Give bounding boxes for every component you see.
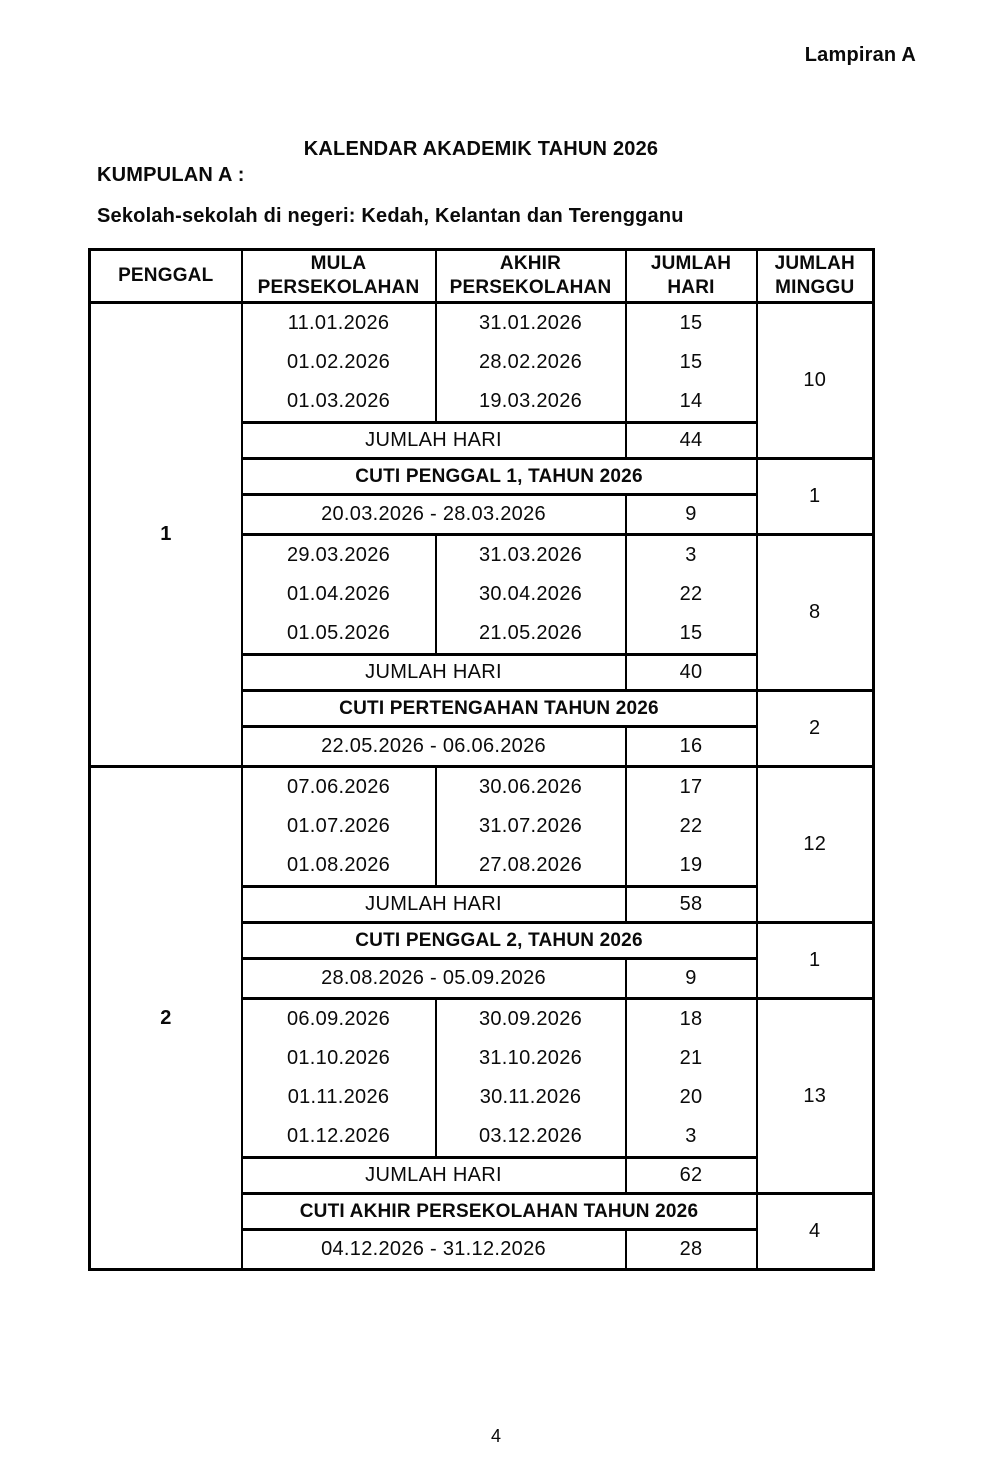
jumlah-minggu-cell: 12 — [757, 767, 874, 923]
akhir-date: 30.06.2026 — [478, 776, 583, 798]
akhir-date: 28.02.2026 — [478, 351, 583, 373]
jumlah-hari-total: 44 — [626, 423, 757, 459]
page-number: 4 — [490, 1426, 501, 1446]
mula-date: 06.09.2026 — [286, 1008, 391, 1030]
jumlah-minggu-cell: 1 — [757, 923, 874, 999]
jumlah-hari-label: JUMLAH HARI — [242, 887, 626, 923]
hari-value: 19 — [679, 854, 703, 876]
mula-date: 01.11.2026 — [287, 1086, 390, 1108]
corner-label: Lampiran A — [804, 44, 916, 66]
cuti-title: CUTI AKHIR PERSEKOLAHAN TAHUN 2026 — [242, 1194, 757, 1230]
hari-value: 3 — [685, 544, 697, 566]
jumlah-minggu-cell: 2 — [757, 691, 874, 767]
akhir-dates-cell — [436, 999, 626, 1158]
penggal-label: 1 — [90, 303, 242, 767]
school-dates-row — [90, 303, 874, 423]
cuti-title: CUTI PERTENGAHAN TAHUN 2026 — [242, 691, 757, 727]
hari-values-cell — [626, 303, 757, 423]
akhir-date: 31.07.2026 — [478, 815, 583, 837]
jumlah-hari-total: 58 — [626, 887, 757, 923]
jumlah-hari-label: JUMLAH HARI — [242, 655, 626, 691]
mula-date: 01.12.2026 — [286, 1125, 391, 1147]
group-label: KUMPULAN A : — [97, 164, 245, 186]
akhir-date: 31.10.2026 — [478, 1047, 583, 1069]
akhir-date: 21.05.2026 — [478, 622, 583, 644]
akhir-date: 19.03.2026 — [478, 390, 583, 412]
mula-date: 01.08.2026 — [286, 854, 391, 876]
cuti-days: 9 — [626, 495, 757, 535]
hari-values-cell — [626, 535, 757, 655]
jumlah-minggu-cell: 4 — [757, 1194, 874, 1270]
hari-values-cell — [626, 767, 757, 887]
mula-dates-cell — [242, 767, 436, 887]
jumlah-hari-label: JUMLAH HARI — [242, 423, 626, 459]
hari-value: 14 — [679, 390, 703, 412]
mula-date: 01.10.2026 — [286, 1047, 391, 1069]
jumlah-hari-label: JUMLAH HARI — [242, 1158, 626, 1194]
hari-value: 15 — [679, 312, 703, 334]
table-body — [90, 303, 874, 1270]
hari-value: 22 — [679, 583, 703, 605]
cuti-date-range: 22.05.2026 - 06.06.2026 — [242, 727, 626, 767]
cuti-title: CUTI PENGGAL 2, TAHUN 2026 — [242, 923, 757, 959]
mula-date: 29.03.2026 — [286, 544, 391, 566]
mula-dates-cell — [242, 999, 436, 1158]
hari-value: 15 — [679, 351, 703, 373]
akhir-date: 30.04.2026 — [478, 583, 583, 605]
column-header: MULA PERSEKOLAHAN — [242, 250, 436, 303]
hari-values-cell — [626, 999, 757, 1158]
akhir-date: 30.11.2026 — [479, 1086, 582, 1108]
mula-dates-cell — [242, 535, 436, 655]
cuti-days: 28 — [626, 1230, 757, 1270]
mula-date: 01.04.2026 — [286, 583, 391, 605]
hari-value: 21 — [679, 1047, 703, 1069]
hari-value: 3 — [685, 1125, 697, 1147]
akhir-dates-cell — [436, 303, 626, 423]
header-row — [90, 250, 874, 303]
jumlah-minggu-cell: 8 — [757, 535, 874, 691]
mula-date: 01.03.2026 — [286, 390, 391, 412]
column-header: PENGGAL — [90, 250, 242, 303]
subtitle: Sekolah-sekolah di negeri: Kedah, Kelantan dan Terengganu — [97, 205, 684, 227]
hari-value: 20 — [679, 1086, 703, 1108]
jumlah-minggu-cell: 13 — [757, 999, 874, 1194]
column-header: JUMLAH MINGGU — [757, 250, 874, 303]
jumlah-hari-total: 62 — [626, 1158, 757, 1194]
mula-dates-cell — [242, 303, 436, 423]
school-dates-row — [90, 767, 874, 887]
mula-date: 01.07.2026 — [286, 815, 391, 837]
cuti-date-range: 28.08.2026 - 05.09.2026 — [242, 959, 626, 999]
cuti-date-range: 20.03.2026 - 28.03.2026 — [242, 495, 626, 535]
calendar-table — [88, 248, 875, 1271]
cuti-days: 9 — [626, 959, 757, 999]
akhir-date: 27.08.2026 — [478, 854, 583, 876]
akhir-date: 30.09.2026 — [478, 1008, 583, 1030]
cuti-title: CUTI PENGGAL 1, TAHUN 2026 — [242, 459, 757, 495]
mula-date: 07.06.2026 — [286, 776, 391, 798]
cuti-days: 16 — [626, 727, 757, 767]
akhir-date: 31.01.2026 — [478, 312, 583, 334]
page-title: KALENDAR AKADEMIK TAHUN 2026 — [303, 138, 659, 160]
column-header: AKHIR PERSEKOLAHAN — [436, 250, 626, 303]
column-header: JUMLAH HARI — [626, 250, 757, 303]
akhir-date: 31.03.2026 — [478, 544, 583, 566]
mula-date: 01.02.2026 — [286, 351, 391, 373]
akhir-dates-cell — [436, 535, 626, 655]
hari-value: 22 — [679, 815, 703, 837]
cuti-date-range: 04.12.2026 - 31.12.2026 — [242, 1230, 626, 1270]
mula-date: 01.05.2026 — [286, 622, 391, 644]
hari-value: 18 — [679, 1008, 703, 1030]
akhir-dates-cell — [436, 767, 626, 887]
hari-value: 15 — [679, 622, 703, 644]
jumlah-minggu-cell: 1 — [757, 459, 874, 535]
penggal-label: 2 — [90, 767, 242, 1270]
jumlah-minggu-cell: 10 — [757, 303, 874, 459]
hari-value: 17 — [679, 776, 703, 798]
jumlah-hari-total: 40 — [626, 655, 757, 691]
table-head — [90, 250, 874, 303]
mula-date: 11.01.2026 — [287, 312, 390, 334]
akhir-date: 03.12.2026 — [478, 1125, 583, 1147]
